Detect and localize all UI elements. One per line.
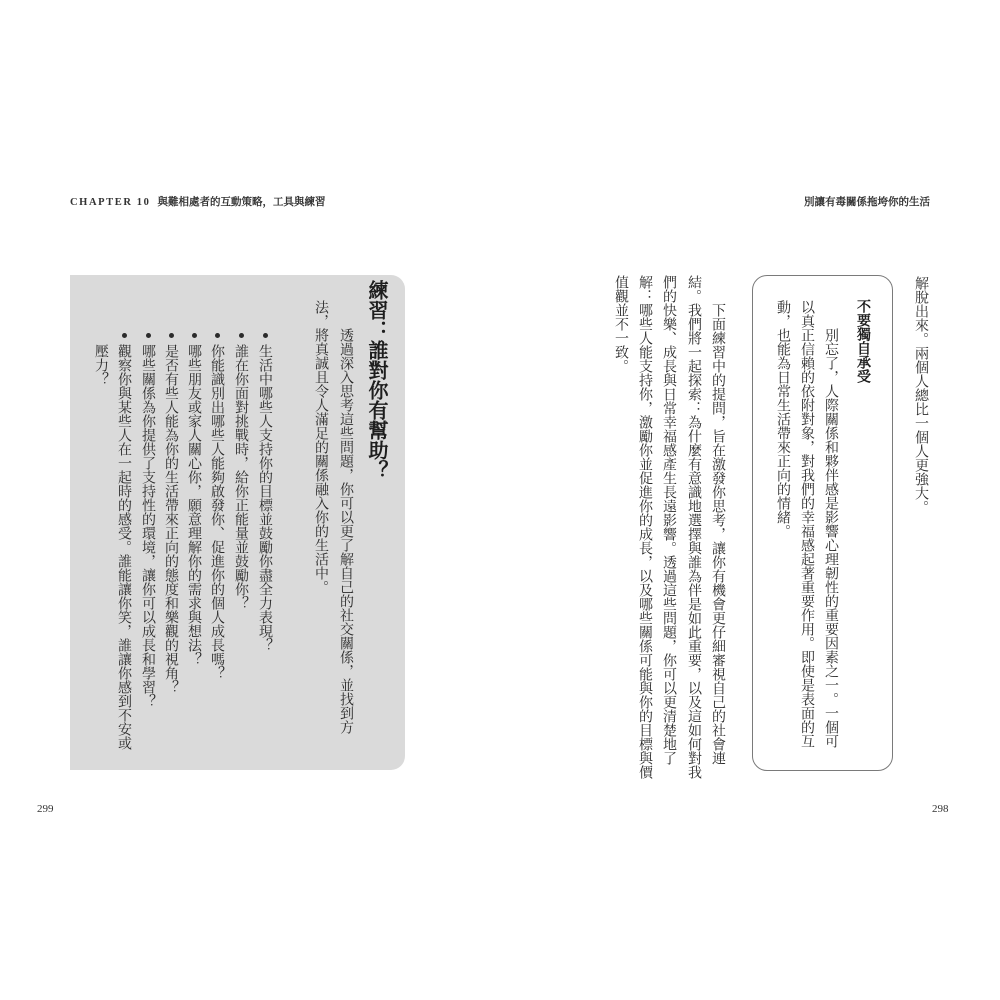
bullet-icon xyxy=(263,333,268,338)
bullet-icon xyxy=(215,333,220,338)
question-text: 你能識別出哪些人能夠啟發你、促進你的個人成長嗎？ xyxy=(209,344,225,680)
sidebar-line: 別忘了，人際關係和夥伴感是影響心理韌性的重要因素之一。一個可 xyxy=(823,328,839,748)
bullet-icon xyxy=(192,333,197,338)
sidebar-box xyxy=(752,275,893,771)
running-header: 別讓有毒關係拖垮你的生活 xyxy=(804,196,930,208)
body-line: 下面練習中的提問，旨在激發你思考，讓你有機會更仔細審視自己的社會連 xyxy=(710,303,726,765)
sidebar-line: 以真正信賴的依附對象，對我們的幸福感起著重要作用。即使是表面的互 xyxy=(799,300,815,748)
chapter-header xyxy=(70,195,325,210)
question-text: 生活中哪些人支持你的目標並鼓勵你盡全力表現？ xyxy=(257,344,273,652)
page-number: 298 xyxy=(932,803,949,815)
body-line: 結。我們將一起探索：為什麼有意識地選擇與誰為伴是如此重要，以及這如何對我 xyxy=(686,275,702,779)
sidebar-line: 動，也能為日常生活帶來正向的情緒。 xyxy=(775,300,791,538)
bullet-icon xyxy=(122,333,127,338)
opening-line: 解脫出來。兩個人總比一個人更強大。 xyxy=(913,276,929,514)
exercise-title: 練習：誰對你有幫助？ xyxy=(365,280,389,480)
question-text: 觀察你與某些人在一起時的感受。誰能讓你笑，誰讓你感到不安或 xyxy=(116,344,132,750)
body-line: 們的快樂、成長與日常幸福感產生長遠影響。透過這些問題，你可以更清楚地了 xyxy=(661,275,677,765)
question-text: 誰在你面對挑戰時，給你正能量並鼓勵你？ xyxy=(233,344,249,610)
bullet-icon xyxy=(239,333,244,338)
right-page xyxy=(500,0,1000,1000)
chapter-title: 與難相處者的互動策略，工具與練習 xyxy=(157,196,326,208)
bullet-icon xyxy=(146,333,151,338)
body-line: 值觀並不一致。 xyxy=(613,275,629,373)
body-line: 解：哪些人能支持你，激勵你並促進你的成長，以及哪些關係可能與你的目標與價 xyxy=(637,275,653,779)
exercise-intro-line: 透過深入思考這些問題，你可以更了解自己的社交關係，並找到方 xyxy=(338,328,354,734)
question-text: 哪些關係為你提供了支持性的環境，讓你可以成長和學習？ xyxy=(140,344,156,708)
page-number: 299 xyxy=(37,803,54,815)
question-text: 哪些朋友或家人關心你，願意理解你的需求與想法？ xyxy=(186,344,202,666)
sidebar-title: 不要獨自承受 xyxy=(855,299,871,383)
exercise-box xyxy=(70,275,405,770)
bullet-icon xyxy=(169,333,174,338)
exercise-intro-line: 法，將真誠且令人滿足的關係融入你的生活中。 xyxy=(313,300,329,594)
chapter-label: CHAPTER 10 xyxy=(70,197,151,208)
question-text: 壓力？ xyxy=(93,344,109,386)
question-text: 是否有些人能為你的生活帶來正向的態度和樂觀的視角？ xyxy=(163,344,179,694)
